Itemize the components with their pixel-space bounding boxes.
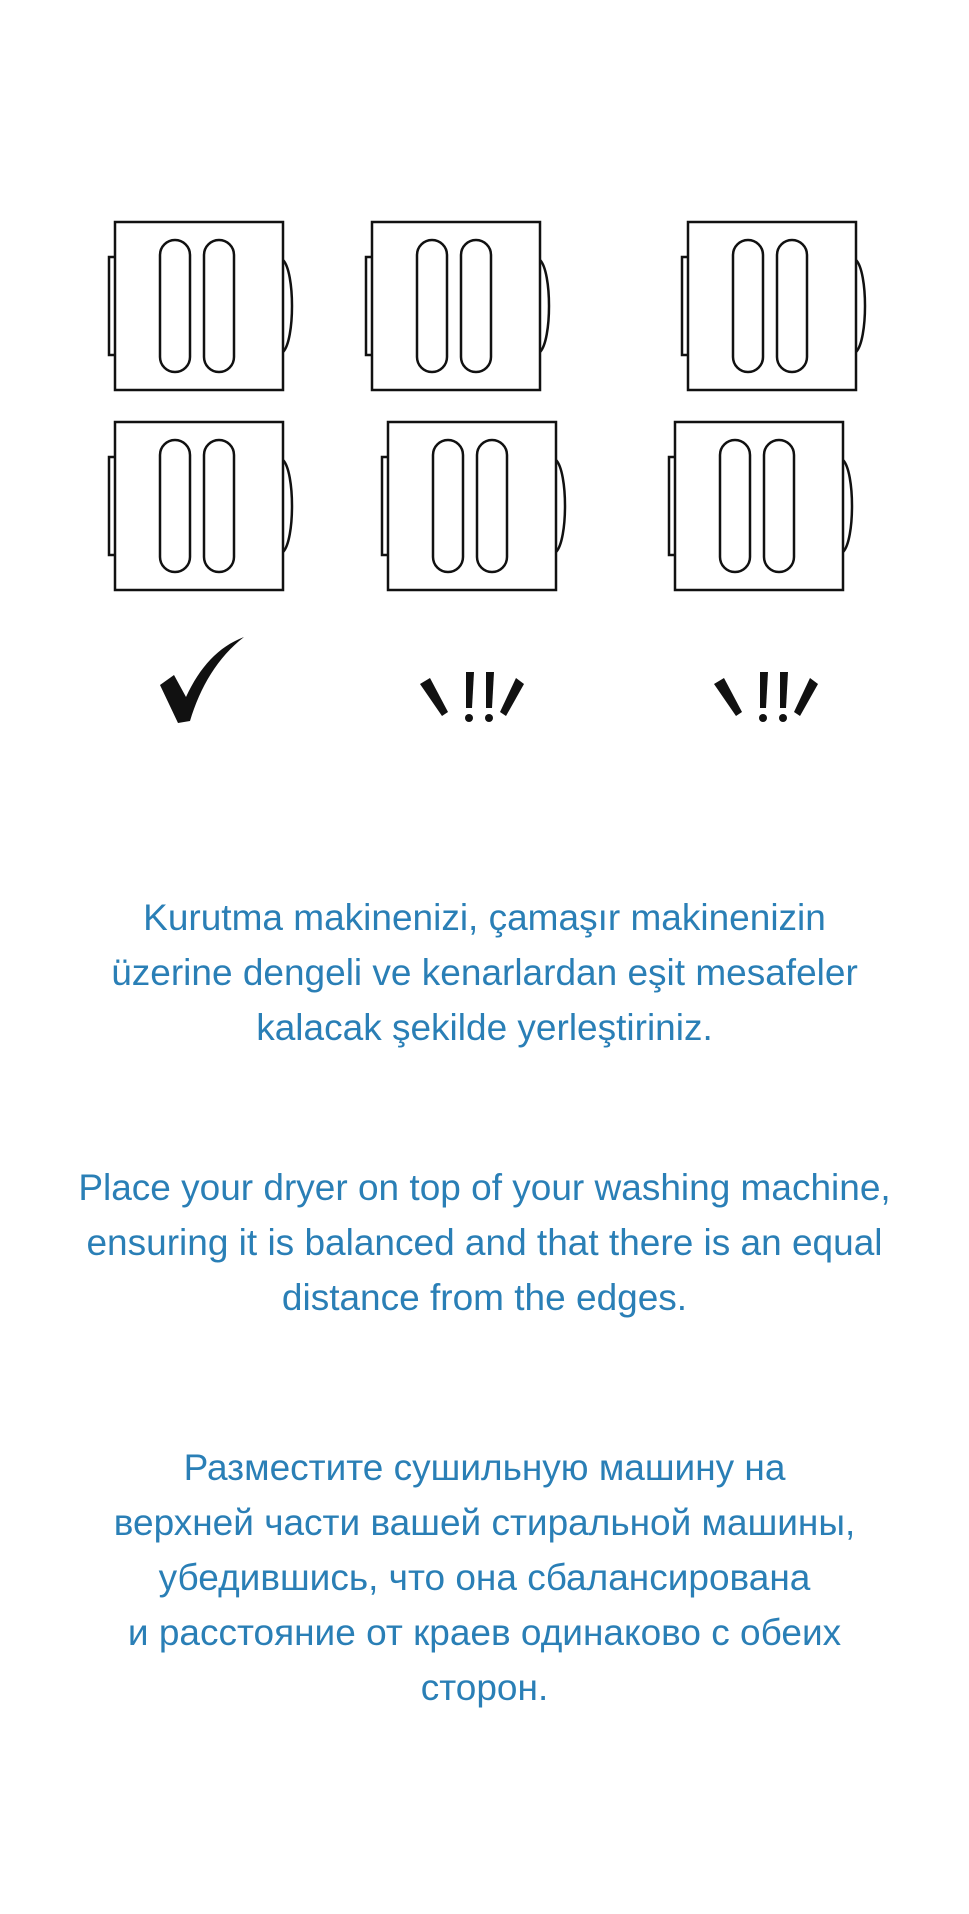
check-icon xyxy=(160,637,244,723)
instruction-line: сторон. xyxy=(420,1667,549,1708)
instruction-line: Place your dryer on top of your washing machine, xyxy=(78,1167,891,1208)
instruction-line: ensuring it is balanced and that there is an equal xyxy=(86,1222,883,1263)
dryer-machine-icon xyxy=(682,222,865,390)
instruction-line: üzerine dengeli ve kenarlardan eşit mesafeler xyxy=(111,952,858,993)
dryer-machine-icon xyxy=(109,222,292,390)
stacking-diagram xyxy=(0,0,969,760)
dryer-machine-icon xyxy=(366,222,549,390)
panel-offset-a xyxy=(366,222,565,722)
instruction-russian xyxy=(0,1440,969,1715)
instruction-line: убедившись, что она сбалансирована xyxy=(158,1557,811,1598)
washer-machine-icon xyxy=(109,422,292,590)
instruction-turkish xyxy=(0,890,969,1055)
warning-icon xyxy=(420,672,524,722)
stacking-illustrations xyxy=(0,0,969,760)
instruction-line: и расстояние от краев одинаково с обеих xyxy=(127,1612,842,1653)
instruction-line: Kurutma makinenizi, çamaşır makinenizin xyxy=(143,897,826,938)
instruction-line: kalacak şekilde yerleştiriniz. xyxy=(256,1007,713,1048)
panel-aligned xyxy=(109,222,292,723)
instruction-line: Разместите сушильную машину на xyxy=(183,1447,786,1488)
instruction-line: distance from the edges. xyxy=(281,1277,688,1318)
washer-machine-icon xyxy=(669,422,852,590)
instruction-line: верхней части вашей стиральной машины, xyxy=(113,1502,856,1543)
warning-icon xyxy=(714,672,818,722)
washer-machine-icon xyxy=(382,422,565,590)
instruction-english xyxy=(0,1160,969,1325)
panel-offset-b xyxy=(669,222,865,722)
